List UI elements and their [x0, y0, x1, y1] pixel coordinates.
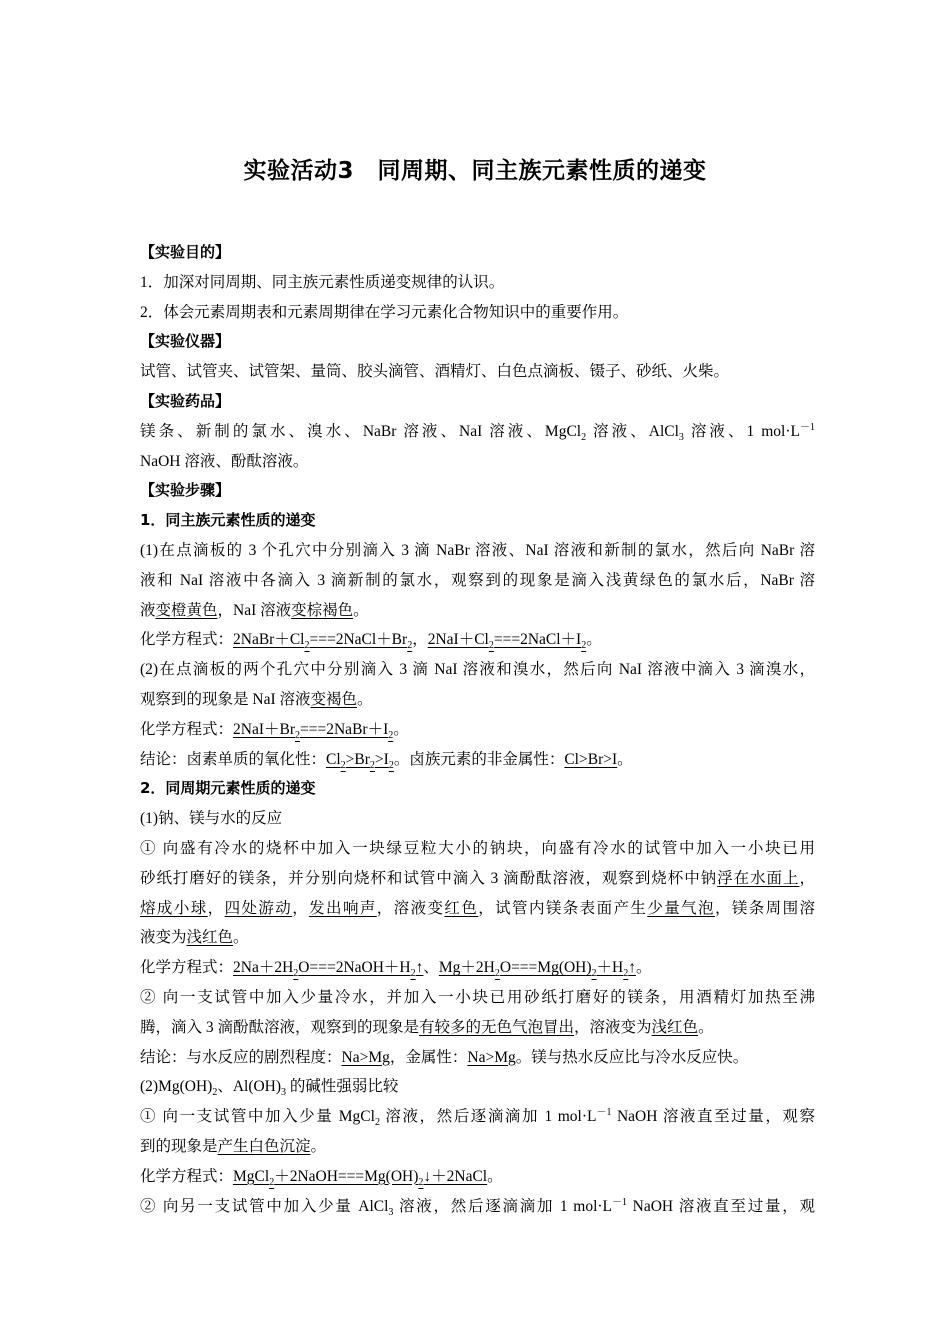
text-line — [140, 566, 815, 596]
answer-text: O===2NaOH＋H — [298, 959, 411, 977]
text-run: 。 — [636, 959, 652, 977]
text-run: 。 — [357, 690, 373, 708]
text-run: ，溶液变为 — [574, 1018, 652, 1036]
text-run: 1．同主族元素性质的递变 — [140, 511, 316, 530]
text-run: 。 — [698, 1018, 714, 1036]
text-run: 1．加深对同周期、同主族元素性质递变规律的认识。 — [140, 273, 505, 291]
answer-text: O===Mg(OH) — [499, 959, 592, 977]
text-run: 结论：与水反应的剧烈程度： — [140, 1048, 342, 1066]
text-line — [140, 298, 815, 328]
text-run: 。 — [353, 601, 369, 619]
text-run: 砂纸打磨好的镁条，并分别向烧杯和试管中滴入 3 滴酚酞溶液，观察到烧杯中钠 — [140, 869, 718, 887]
text-line — [140, 804, 815, 834]
answer-text: 2 — [623, 968, 629, 980]
answer-text: 浅红色 — [651, 1018, 699, 1036]
text-run: 化学方程式： — [140, 1167, 234, 1185]
answer-text: 少量气泡 — [647, 899, 715, 917]
text-run: 观察到的现象是 NaI 溶液 — [140, 690, 311, 708]
text-run: －1 — [800, 421, 815, 433]
text-run: (1)钠、镁与水的反应 — [140, 810, 283, 828]
answer-text: 发出响声 — [309, 899, 377, 917]
text-run: 化学方程式： — [140, 720, 234, 738]
text-line — [140, 357, 815, 387]
text-run: 3 — [281, 1087, 287, 1099]
text-run: 【实验目的】 — [140, 243, 231, 261]
answer-text: 2 — [407, 640, 413, 652]
answer-text: ↑ — [415, 959, 424, 977]
text-line — [140, 268, 815, 298]
text-run: －1 — [612, 1196, 628, 1208]
text-line — [140, 923, 815, 953]
answer-text: 2 — [388, 729, 394, 741]
text-run: －1 — [596, 1106, 612, 1118]
text-line — [140, 685, 815, 715]
text-line — [140, 864, 815, 894]
answer-text: ↓＋2NaCl — [423, 1167, 488, 1185]
text-line — [140, 417, 815, 447]
text-run: ，试管内镁条表面产生 — [478, 899, 648, 917]
text-line — [140, 536, 815, 566]
document-title: 实验活动3 同周期、同主族元素性质的递变 — [243, 158, 707, 184]
answer-text: 2 — [269, 1176, 275, 1188]
text-run: 3 — [678, 431, 684, 443]
text-run: ，镁条周围溶 — [714, 899, 815, 917]
section-heading — [140, 387, 815, 417]
text-run: 液变为 — [140, 929, 187, 947]
text-run: 溶液、AlCl — [586, 422, 679, 440]
text-run: 2 — [581, 431, 587, 443]
text-line — [140, 1192, 815, 1222]
text-run: ， — [207, 899, 225, 917]
answer-text: 产生白色沉淀 — [217, 1137, 311, 1155]
text-run: 2．同周期元素性质的递变 — [140, 779, 316, 798]
text-run: 。 — [393, 720, 409, 738]
answer-text: 2 — [340, 759, 346, 771]
text-run: 。 — [487, 1167, 503, 1185]
text-line — [140, 625, 815, 655]
answer-text: 2 — [295, 729, 301, 741]
answer-text: >Br — [345, 750, 370, 768]
subsection-heading — [140, 774, 815, 804]
subsection-heading — [140, 506, 815, 536]
answer-text: Cl — [326, 750, 341, 768]
text-run: ，NaI 溶液 — [217, 601, 292, 619]
text-run: ， — [292, 899, 310, 917]
answer-text: 2Na＋2H — [233, 959, 294, 977]
answer-text: 变橙黄色 — [155, 601, 218, 619]
text-run: 的碱性强弱比较 — [286, 1078, 399, 1096]
answer-text: >I — [374, 750, 389, 768]
text-line — [140, 1013, 815, 1043]
answer-text: MgCl — [233, 1167, 270, 1185]
text-run: 3 — [388, 1206, 394, 1218]
answer-text: ===2NaBr＋I — [300, 720, 389, 738]
text-run: 。卤族元素的非金属性： — [393, 750, 565, 768]
answer-text: 2 — [581, 640, 587, 652]
text-line — [140, 447, 815, 477]
text-line — [140, 655, 815, 685]
answer-text: 2NaI＋Cl — [427, 631, 489, 649]
text-line — [140, 745, 815, 775]
text-run: 、 — [423, 959, 439, 977]
text-run: 【实验仪器】 — [140, 332, 231, 351]
text-run: 2 — [374, 1117, 380, 1129]
text-run: 镁条、新制的氯水、溴水、NaBr 溶液、NaI 溶液、MgCl — [140, 422, 582, 440]
answer-text: 2 — [388, 759, 394, 771]
text-run: ② 向另一支试管中加入少量 AlCl — [140, 1197, 389, 1215]
answer-text: 2NaI＋Br — [233, 720, 296, 738]
text-run: (2)在点滴板的两个孔穴中分别滴入 3 滴 NaI 溶液和溴水，然后向 NaI 溶液中滴入 3 滴溴水， — [140, 661, 815, 679]
text-run: (2)Mg(OH) — [140, 1078, 213, 1096]
text-line — [140, 983, 815, 1013]
answer-text: 变棕褐色 — [291, 601, 354, 619]
text-run: 液 — [140, 601, 156, 619]
answer-text: 浅红色 — [186, 929, 234, 947]
text-run: 【实验步骤】 — [140, 481, 231, 500]
text-run: ① 向一支试管中加入少量 MgCl — [140, 1108, 375, 1126]
answer-text: 有较多的无色气泡冒出 — [419, 1018, 575, 1036]
answer-text: ＋H — [596, 959, 624, 977]
text-run: 【实验药品】 — [140, 391, 231, 410]
section-heading — [140, 327, 815, 357]
text-run: ② 向一支试管中加入少量冷水，并加入一小块已用砂纸打磨好的镁条，用酒精灯加热至沸 — [140, 988, 815, 1006]
text-run: 2 — [212, 1087, 218, 1099]
text-line — [140, 1132, 815, 1162]
text-run: NaOH 溶液、酚酞溶液。 — [140, 452, 309, 470]
text-run: 腾，滴入 3 滴酚酞溶液，观察到的现象是 — [140, 1018, 420, 1036]
text-line — [140, 834, 815, 864]
answer-text: 2 — [488, 640, 494, 652]
text-line — [140, 1102, 815, 1132]
answer-text: 浮在水面上 — [717, 869, 800, 887]
text-run: ，金属性： — [389, 1048, 468, 1066]
answer-text: 2 — [591, 968, 597, 980]
text-run: 到的现象是 — [140, 1137, 218, 1155]
answer-text: 2NaBr＋Cl — [233, 631, 305, 649]
text-run: ， — [799, 869, 815, 887]
answer-text: Na>Mg — [467, 1048, 516, 1066]
answer-text: 2 — [293, 968, 299, 980]
text-run: 。 — [233, 929, 249, 947]
section-heading — [140, 238, 815, 268]
answer-text: Cl>Br>I — [564, 750, 618, 768]
answer-text: ＋2NaOH===Mg(OH) — [274, 1167, 419, 1185]
text-run: 。 — [586, 631, 602, 649]
text-run: 溶液，然后逐滴滴加 1 mol·L — [393, 1197, 613, 1215]
text-line — [140, 596, 815, 626]
text-line — [140, 1162, 815, 1192]
answer-text: 红色 — [444, 899, 479, 917]
text-run: ，溶液变 — [376, 899, 445, 917]
answer-text: ===2NaCl＋I — [493, 631, 582, 649]
answer-text: ===2NaCl＋Br — [309, 631, 408, 649]
answer-text: ↑ — [628, 959, 636, 977]
text-run: 。 — [310, 1137, 327, 1155]
text-line — [140, 1072, 815, 1102]
text-run: 、Al(OH) — [217, 1078, 282, 1096]
text-run: 化学方程式： — [140, 959, 234, 977]
answer-text: Mg＋2H — [438, 959, 495, 977]
text-run: ， — [412, 631, 428, 649]
answer-text: 2 — [494, 968, 500, 980]
text-run: NaOH 溶液直至过量，观察 — [611, 1108, 815, 1126]
text-run: 试管、试管夹、试管架、量筒、胶头滴管、酒精灯、白色点滴板、镊子、砂纸、火柴。 — [140, 363, 730, 381]
text-line — [140, 715, 815, 745]
text-run: (1)在点滴板的 3 个孔穴中分别滴入 3 滴 NaBr 溶液、NaI 溶液和新制的氯水，然后向 NaBr 溶 — [140, 541, 815, 559]
text-line — [140, 894, 815, 924]
text-run: NaOH 溶液直至过量，观 — [627, 1197, 815, 1215]
answer-text: 变褐色 — [310, 690, 358, 708]
answer-text: 2 — [418, 1176, 424, 1188]
answer-text: 四处游动 — [224, 899, 293, 917]
text-run: 液和 NaI 溶液中各滴入 3 滴新制的氯水，观察到的现象是滴入浅黄绿色的氯水后，NaBr 溶 — [140, 571, 815, 589]
text-run: 。镁与热水反应比与冷水反应快。 — [515, 1048, 749, 1066]
section-heading — [140, 476, 815, 506]
answer-text: 2 — [410, 968, 416, 980]
text-line — [140, 1043, 815, 1073]
answer-text: 2 — [304, 640, 310, 652]
answer-text: Na>Mg — [341, 1048, 390, 1066]
text-run: 。 — [617, 750, 633, 768]
answer-text: 熔成小球 — [140, 899, 208, 917]
text-run: 溶液、1 mol·L — [683, 422, 800, 440]
text-run: 化学方程式： — [140, 631, 234, 649]
text-run: 溶液，然后逐滴滴加 1 mol·L — [379, 1108, 597, 1126]
text-run: 结论：卤素单质的氧化性： — [140, 750, 327, 768]
text-run: 2．体会元素周期表和元素周期律在学习元素化合物知识中的重要作用。 — [140, 303, 629, 321]
answer-text: 2 — [369, 759, 375, 771]
text-line — [140, 953, 815, 983]
text-run: ① 向盛有冷水的烧杯中加入一块绿豆粒大小的钠块，向盛有冷水的试管中加入一小块已用 — [140, 839, 815, 857]
document-body — [140, 238, 815, 1221]
